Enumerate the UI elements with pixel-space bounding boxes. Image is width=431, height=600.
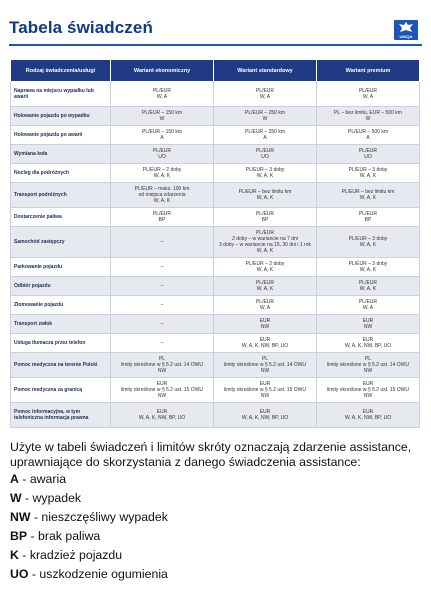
cell-line: W, A, K: [256, 286, 274, 292]
cell-line: PL: [261, 356, 269, 362]
standard-variant-cell: [214, 277, 317, 296]
table-row: [11, 353, 420, 378]
legend-description: - uszkodzenie ogumienia: [28, 567, 168, 581]
premium-variant-cell: [317, 145, 420, 164]
cell-line: PL/EUR: [255, 299, 275, 305]
standard-variant-cell: [214, 315, 317, 334]
legend-code: K: [10, 548, 19, 562]
column-header-premium: Wariant premium: [317, 60, 420, 82]
table-row: [11, 183, 420, 208]
table-row: [11, 227, 420, 258]
cell-line: PL/EUR: [358, 211, 378, 217]
standard-variant-cell: [214, 145, 317, 164]
cell-line: PL/EUR – 3 doby: [348, 167, 388, 173]
cell-line: PL/EUR: [358, 280, 378, 286]
cell-line: PL/EUR – 150 km: [141, 110, 183, 116]
table-row: [11, 378, 420, 403]
cell-line: W, A, K: [359, 173, 377, 179]
cell-line: W, A, K: [359, 242, 377, 248]
legend-description: - awaria: [18, 472, 67, 486]
cell-line: PL/EUR: [255, 280, 275, 286]
cell-line: –: [160, 283, 164, 289]
cell-line: W, A: [362, 94, 374, 100]
uniqa-logo: [394, 20, 418, 40]
cell-line: NW: [260, 368, 270, 374]
legend-code: W: [10, 491, 22, 505]
cell-line: W, A, K: [359, 195, 377, 201]
cell-line: PL/EUR – bez limitu km: [238, 189, 292, 195]
table-body: [11, 82, 420, 428]
cell-line: PL/EUR: [255, 230, 275, 236]
standard-variant-cell: [214, 164, 317, 183]
economic-variant-cell: [111, 145, 214, 164]
cell-line: BP: [261, 217, 269, 223]
cell-line: W: [159, 116, 165, 122]
cell-line: W, A, K: [256, 173, 274, 179]
economic-variant-cell: [111, 296, 214, 315]
cell-line: PL/EUR – 3 doby: [245, 167, 285, 173]
standard-variant-cell: [214, 353, 317, 378]
economic-variant-cell: [111, 126, 214, 145]
cell-line: limity określone w § 5.2 ust. 15 OWU: [224, 387, 306, 393]
cell-line: A: [160, 135, 164, 141]
column-header-service: Rodzaj świadczenia/usługi: [11, 60, 111, 82]
cell-line: PL/EUR: [152, 88, 172, 94]
economic-variant-cell: [111, 315, 214, 334]
cell-line: PL/EUR: [358, 148, 378, 154]
cell-line: PL/EUR: [152, 148, 172, 154]
cell-line: W, A: [362, 305, 374, 311]
cell-line: W, A: [259, 94, 271, 100]
premium-variant-cell: [317, 334, 420, 353]
premium-variant-cell: [317, 403, 420, 428]
premium-variant-cell: [317, 227, 420, 258]
premium-variant-cell: [317, 107, 420, 126]
standard-variant-cell: [214, 378, 317, 403]
legend-intro: Użyte w tabeli świadczeń i limitów skróty oznaczają zdarzenie assistance, uprawniające do skorzystania z danego świadczenia assistance:: [10, 440, 412, 469]
economic-variant-cell: [111, 403, 214, 428]
cell-line: W, A, K: [359, 286, 377, 292]
table-row: [11, 315, 420, 334]
cell-line: PL/EUR – 150 km: [141, 129, 183, 135]
eagle-shield-icon: [397, 21, 415, 34]
cell-line: PL/EUR: [255, 148, 275, 154]
cell-line: EUR: [362, 337, 374, 343]
cell-line: W, A, K: [359, 267, 377, 273]
economic-variant-cell: [111, 353, 214, 378]
legend-description: - nieszczęśliwy wypadek: [30, 510, 168, 524]
cell-line: NW: [363, 393, 373, 399]
cell-line: W, A, K, NW, BP, UO: [344, 415, 392, 421]
service-name-cell: Dostarczenie paliwa: [11, 208, 111, 227]
service-name-cell: Samochód zastępczy: [11, 227, 111, 258]
standard-variant-cell: [214, 82, 317, 107]
table-row: [11, 403, 420, 428]
premium-variant-cell: [317, 164, 420, 183]
cell-line: EUR: [362, 318, 374, 324]
cell-line: W, A, K, NW, BP, UO: [241, 415, 289, 421]
cell-line: PL/EUR – 2 doby: [245, 261, 285, 267]
cell-line: PL: [158, 356, 166, 362]
cell-line: –: [160, 340, 164, 346]
cell-line: UO: [261, 154, 269, 160]
benefits-table: [10, 59, 420, 428]
premium-variant-cell: [317, 353, 420, 378]
column-header-standard: Wariant standardowy: [214, 60, 317, 82]
cell-line: W, A, K: [256, 248, 274, 254]
economic-variant-cell: [111, 258, 214, 277]
standard-variant-cell: [214, 258, 317, 277]
cell-line: PL/EUR – 3 doby: [348, 236, 388, 242]
cell-line: A: [263, 135, 267, 141]
table-row: [11, 164, 420, 183]
cell-line: A: [366, 135, 370, 141]
economic-variant-cell: [111, 227, 214, 258]
page-title: Tabela świadczeń: [9, 18, 153, 37]
cell-line: limity określone w § 5.2 ust. 15 OWU: [327, 387, 409, 393]
abbreviation-legend: [10, 470, 168, 584]
legend-code: BP: [10, 529, 28, 543]
cell-line: PL/EUR – 250 km: [244, 129, 286, 135]
table-row: [11, 334, 420, 353]
cell-line: W, A, K, NW, BP, UO: [138, 415, 186, 421]
standard-variant-cell: [214, 296, 317, 315]
cell-line: W, A, K: [256, 195, 274, 201]
cell-line: NW: [363, 368, 373, 374]
legend-description: - kradzież pojazdu: [18, 548, 123, 562]
table-row: [11, 126, 420, 145]
cell-line: W, A: [156, 94, 168, 100]
economic-variant-cell: [111, 82, 214, 107]
legend-code: UO: [10, 567, 29, 581]
standard-variant-cell: [214, 227, 317, 258]
column-header-economic: Wariant ekonomiczny: [111, 60, 214, 82]
service-name-cell: Naprawa na miejscu wypadku lub awarii: [11, 82, 111, 107]
standard-variant-cell: [214, 208, 317, 227]
cell-line: EUR: [156, 381, 168, 387]
economic-variant-cell: [111, 183, 214, 208]
cell-line: PL/EUR – 250 km: [244, 110, 286, 116]
cell-line: PL/EUR – bez limitu km: [341, 189, 395, 195]
cell-line: BP: [158, 217, 166, 223]
cell-line: W, A: [259, 305, 271, 311]
cell-line: NW: [363, 324, 373, 330]
service-name-cell: Nocleg dla podróżnych: [11, 164, 111, 183]
premium-variant-cell: [317, 277, 420, 296]
economic-variant-cell: [111, 107, 214, 126]
legend-item: [10, 489, 168, 508]
cell-line: od miejsca zdarzenia: [138, 192, 186, 198]
cell-line: W: [262, 116, 268, 122]
legend-code: NW: [10, 510, 31, 524]
economic-variant-cell: [111, 277, 214, 296]
cell-line: BP: [364, 217, 372, 223]
premium-variant-cell: [317, 315, 420, 334]
cell-line: –: [160, 302, 164, 308]
standard-variant-cell: [214, 334, 317, 353]
standard-variant-cell: [214, 183, 317, 208]
legend-item: [10, 565, 168, 584]
table-row: [11, 208, 420, 227]
cell-line: PL/EUR: [358, 88, 378, 94]
cell-line: PL/EUR: [255, 211, 275, 217]
benefits-table-container: [10, 59, 419, 428]
logo-text: UNIQA: [399, 34, 413, 39]
cell-line: EUR: [259, 381, 271, 387]
table-row: [11, 296, 420, 315]
premium-variant-cell: [317, 296, 420, 315]
cell-line: PL – bez limitu, EUR – 500 km: [334, 110, 402, 116]
cell-line: PL/EUR – 2 doby: [142, 167, 182, 173]
table-row: [11, 145, 420, 164]
service-name-cell: Odbiór pojazdu: [11, 277, 111, 296]
cell-line: W, A, K: [256, 267, 274, 273]
table-header-row: [11, 60, 420, 82]
legend-item: [10, 470, 168, 489]
cell-line: EUR: [259, 318, 271, 324]
cell-line: –: [160, 321, 164, 327]
premium-variant-cell: [317, 183, 420, 208]
economic-variant-cell: [111, 164, 214, 183]
service-name-cell: Złomowanie pojazdu: [11, 296, 111, 315]
cell-line: PL/EUR – 3 doby: [348, 261, 388, 267]
table-row: [11, 258, 420, 277]
cell-line: NW: [260, 324, 270, 330]
service-name-cell: Parkowanie pojazdu: [11, 258, 111, 277]
economic-variant-cell: [111, 334, 214, 353]
premium-variant-cell: [317, 126, 420, 145]
page-header: [0, 0, 431, 46]
cell-line: –: [160, 239, 164, 245]
economic-variant-cell: [111, 208, 214, 227]
cell-line: W, A, K, NW, BP, UO: [241, 343, 289, 349]
cell-line: PL: [364, 356, 372, 362]
legend-item: [10, 546, 168, 565]
cell-line: W, A, K: [153, 198, 171, 204]
premium-variant-cell: [317, 378, 420, 403]
cell-line: 3 doby – w wariancie na 15, 30 dni i 1 rok: [219, 242, 311, 248]
service-name-cell: Pomoc informacyjna, w tym telefoniczna informacja prawna: [11, 403, 111, 428]
cell-line: NW: [157, 368, 167, 374]
premium-variant-cell: [317, 258, 420, 277]
cell-line: UO: [158, 154, 166, 160]
service-name-cell: Pomoc medyczna na terenie Polski: [11, 353, 111, 378]
premium-variant-cell: [317, 82, 420, 107]
service-name-cell: Transport podróżnych: [11, 183, 111, 208]
cell-line: limity określone w § 5.2 ust. 14 OWU: [224, 362, 306, 368]
cell-line: PL/EUR: [358, 299, 378, 305]
cell-line: W, A, K: [153, 173, 171, 179]
cell-line: EUR: [362, 409, 374, 415]
cell-line: PL/EUR: [255, 88, 275, 94]
cell-line: PL/EUR: [152, 211, 172, 217]
economic-variant-cell: [111, 378, 214, 403]
legend-description: - wypadek: [21, 491, 82, 505]
cell-line: EUR: [259, 409, 271, 415]
cell-line: EUR: [156, 409, 168, 415]
cell-line: limity określone w § 5.2 ust. 14 OWU: [121, 362, 203, 368]
cell-line: W: [365, 116, 371, 122]
standard-variant-cell: [214, 107, 317, 126]
standard-variant-cell: [214, 126, 317, 145]
service-name-cell: Holowanie pojazdu po awarii: [11, 126, 111, 145]
cell-line: UO: [364, 154, 372, 160]
header-divider: [9, 44, 422, 46]
cell-line: limity określone w § 5.2 ust. 14 OWU: [327, 362, 409, 368]
service-name-cell: Transport zwłok: [11, 315, 111, 334]
cell-line: EUR: [362, 381, 374, 387]
cell-line: 2 doby – w wariancie na 7 dni: [232, 236, 298, 242]
legend-item: [10, 508, 168, 527]
table-row: [11, 277, 420, 296]
cell-line: NW: [260, 393, 270, 399]
service-name-cell: Pomoc medyczna za granicą: [11, 378, 111, 403]
cell-line: PL/EUR – maks. 100 km: [134, 186, 190, 192]
service-name-cell: Holowanie pojazdu po wypadku: [11, 107, 111, 126]
cell-line: EUR: [259, 337, 271, 343]
table-row: [11, 107, 420, 126]
premium-variant-cell: [317, 208, 420, 227]
cell-line: limity określone w § 5.2 ust. 15 OWU: [121, 387, 203, 393]
cell-line: W, A, K, NW, BP, UO: [344, 343, 392, 349]
cell-line: –: [160, 264, 164, 270]
legend-description: - brak paliwa: [27, 529, 101, 543]
legend-code: A: [10, 472, 19, 486]
standard-variant-cell: [214, 403, 317, 428]
cell-line: PL/EUR – 500 km: [347, 129, 389, 135]
table-row: [11, 82, 420, 107]
service-name-cell: Usługa tłumacza przez telefon: [11, 334, 111, 353]
service-name-cell: Wymiana koła: [11, 145, 111, 164]
legend-item: [10, 527, 168, 546]
cell-line: NW: [157, 393, 167, 399]
